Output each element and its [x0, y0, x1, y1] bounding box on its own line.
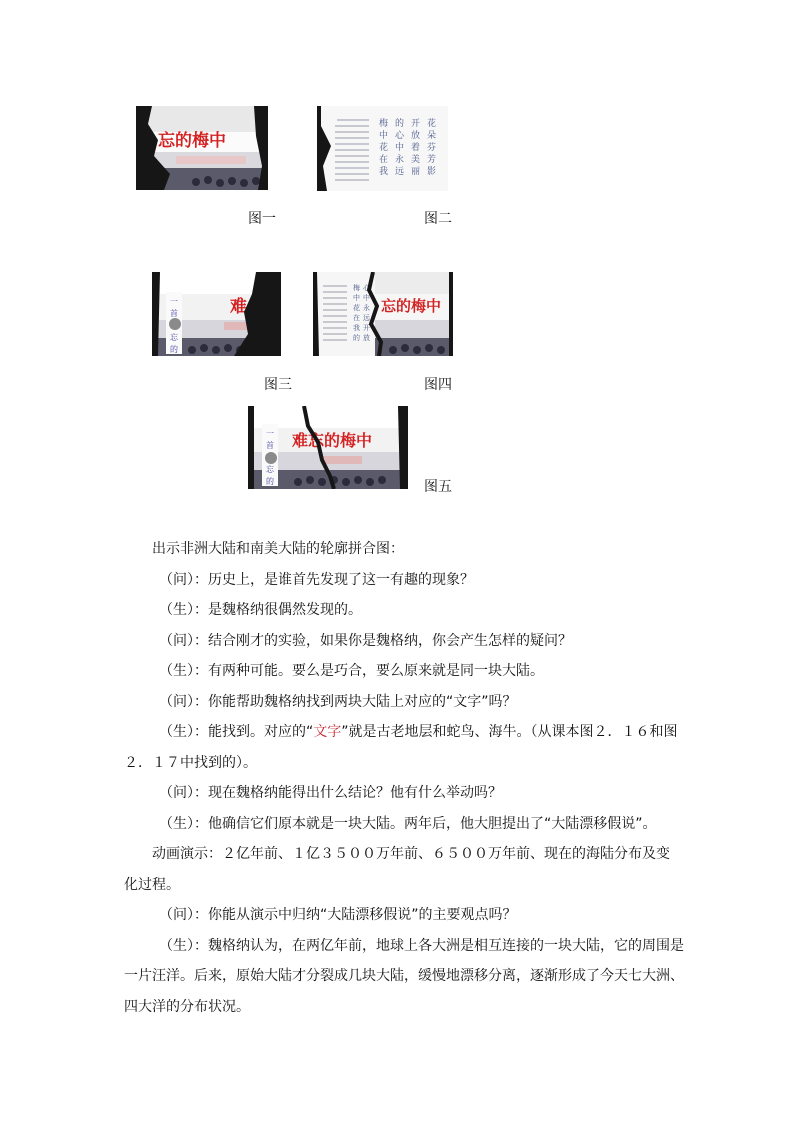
paragraph-6: （问）：你能帮助魏格纳找到两块大陆上对应的“文字”吗？ [159, 693, 517, 710]
svg-text:远: 远 [395, 167, 405, 177]
svg-text:花: 花 [379, 143, 389, 153]
svg-text:花: 花 [427, 119, 437, 129]
svg-text:忘: 忘 [266, 465, 274, 474]
svg-text:放: 放 [363, 334, 370, 342]
svg-text:一: 一 [170, 297, 178, 306]
svg-text:的: 的 [170, 345, 178, 354]
svg-text:芳: 芳 [427, 155, 437, 165]
svg-text:首: 首 [266, 441, 274, 450]
svg-text:中: 中 [379, 131, 389, 141]
svg-text:在: 在 [353, 314, 360, 322]
svg-text:影: 影 [427, 167, 437, 177]
paragraph-11: （问）：你能从演示中归纳“大陆漂移假说”的主要观点吗？ [159, 907, 517, 923]
svg-text:忘: 忘 [170, 333, 178, 342]
svg-text:中: 中 [395, 143, 405, 153]
paragraph-7 [124, 717, 684, 748]
svg-text:放: 放 [411, 131, 421, 141]
figure-1-caption: 图一 [248, 211, 276, 227]
paragraph-4: （问）：结合刚才的实验，如果你是魏格纳，你会产生怎样的疑问？ [159, 632, 572, 649]
svg-text:的: 的 [266, 477, 274, 486]
figure-4-caption: 图四 [424, 377, 452, 393]
figure-1-banner-text: 忘的梅中 [158, 131, 226, 151]
svg-text:花: 花 [353, 304, 360, 312]
paragraph-10-continued: 化过程。 [124, 876, 180, 893]
svg-text:在: 在 [379, 155, 389, 165]
figure-2-image [317, 106, 448, 191]
figure-3-image [152, 272, 281, 356]
svg-text:首: 首 [170, 309, 178, 318]
figure-2-caption: 图二 [424, 211, 452, 227]
paragraph-7-part-c: ”就是古老地层和蛇鸟、海牛。（从课本图２．１６和图 [341, 724, 678, 740]
paragraph-3: （生）：是魏格纳很偶然发现的。 [159, 602, 362, 618]
figure-3-caption: 图三 [264, 377, 292, 393]
svg-text:的: 的 [395, 119, 405, 129]
figure-3-banner-text: 难 [230, 297, 247, 317]
svg-text:着: 着 [411, 143, 421, 153]
svg-text:开: 开 [363, 324, 370, 332]
svg-text:永: 永 [395, 155, 405, 165]
svg-text:开: 开 [411, 119, 421, 129]
paragraph-10: 动画演示：２亿年前、１亿３５００万年前、６５００万年前、现在的海陆分布及变 [152, 846, 670, 862]
svg-text:远: 远 [363, 314, 370, 322]
svg-text:芬: 芬 [427, 143, 437, 153]
figure-5-caption: 图五 [424, 479, 452, 495]
svg-text:我: 我 [353, 324, 360, 332]
paragraph-12: （生）：魏格纳认为，在两亿年前，地球上各大洲是相互连接的一块大陆，它的周围是 [159, 937, 684, 954]
paragraph-7-part-a: （生）：能找到。对应的“ [159, 724, 314, 740]
svg-text:中: 中 [353, 294, 360, 302]
paragraph-1: 出示非洲大陆和南美大陆的轮廓拼合图： [152, 541, 404, 557]
svg-text:心: 心 [363, 284, 370, 292]
svg-text:丽: 丽 [411, 167, 421, 177]
paragraph-7-red-word: 文字 [313, 724, 342, 740]
paragraph-7-continued: ２．１７中找到的）。 [124, 754, 257, 771]
svg-text:一: 一 [266, 429, 274, 438]
paragraph-8: （问）：现在魏格纳能得出什么结论？他有什么举动吗？ [159, 785, 502, 801]
figure-4-banner-text: 忘的梅中 [381, 297, 442, 315]
svg-text:我: 我 [379, 167, 389, 177]
paragraph-2: （问）：历史上，是谁首先发现了这一有趣的现象？ [159, 571, 474, 588]
svg-text:永: 永 [363, 304, 370, 312]
paragraph-9: （生）：他确信它们原本就是一块大陆。两年后，他大胆提出了“大陆漂移假说”。 [159, 815, 657, 832]
figure-1-image [136, 106, 268, 190]
paragraph-12-line-3: 四大洋的分布状况。 [124, 998, 250, 1015]
svg-text:的: 的 [353, 334, 360, 342]
svg-text:朵: 朵 [427, 131, 437, 141]
paragraph-12-line-2: 一片汪洋。后来，原始大陆才分裂成几块大陆，缓慢地漂移分离，逐渐形成了今天七大洲、 [124, 968, 684, 984]
paragraph-5: （生）：有两种可能。要么是巧合，要么原来就是同一块大陆。 [159, 663, 544, 679]
svg-text:中: 中 [363, 294, 370, 302]
figure-5-image [248, 406, 408, 489]
svg-text:梅: 梅 [379, 119, 389, 129]
figure-5-banner-text: 难忘的梅中 [292, 431, 373, 450]
figure-4-image [313, 272, 453, 356]
svg-text:梅: 梅 [353, 284, 360, 292]
svg-text:心: 心 [395, 131, 405, 141]
body-text [124, 534, 684, 1022]
svg-text:美: 美 [411, 155, 421, 165]
